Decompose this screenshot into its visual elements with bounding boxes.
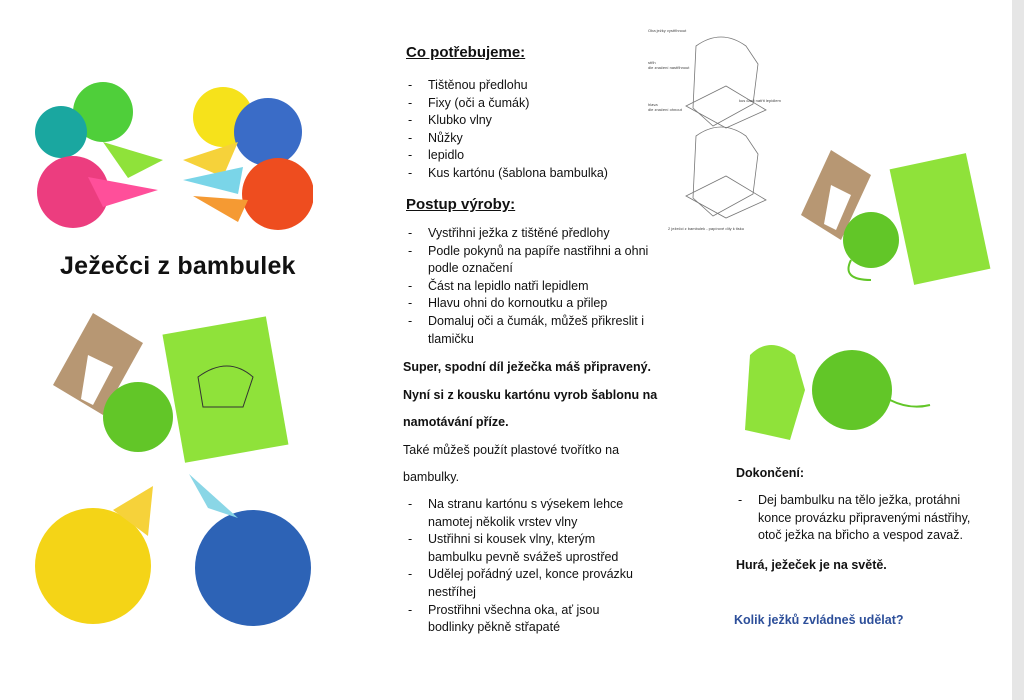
list-item: - Část na lepidlo natři lepidlem (406, 278, 651, 296)
materials-photo-right (796, 140, 992, 295)
template-note: hlava (648, 102, 658, 107)
question-text: Kolik ježků zvládneš udělat? (734, 613, 904, 627)
list-item: - Kus kartónu (šablona bambulka) (406, 165, 636, 183)
list-item: - Dej bambulku na tělo ježka, protáhni konce provázku připravenými nástřihy, otoč ježka na břicho a vespod zavaž. (736, 492, 981, 545)
list-item: - Tištěnou předlohu (406, 77, 636, 95)
list-item: - Na stranu kartónu s výsekem lehce namotej několik vrstev vlny (406, 496, 646, 531)
materials-heading: Co potřebujeme: (406, 44, 526, 61)
template-caption: 2 ježečci z bambulek - papírové díly k tisku (668, 226, 745, 231)
finish-list (736, 492, 981, 545)
final-paragraph: Hurá, ježeček je na světě. (736, 558, 887, 572)
materials-photo (33, 305, 313, 463)
vertical-scrollbar[interactable] (1012, 0, 1024, 700)
list-item: - lepidlo (406, 147, 636, 165)
list-item: - Klubko vlny (406, 112, 636, 130)
paragraph-tool-1: Také můžeš použít plastové tvořítko na (403, 443, 620, 457)
template-note: kus části natřít lepidlem (739, 98, 781, 103)
paragraph-tool-2: bambulky. (403, 470, 460, 484)
paragraph-template-2: namotávání příze. (403, 415, 509, 429)
paragraph-template-1: Nyní si z kousku kartónu vyrob šablonu na (403, 388, 658, 402)
template-note: dle značení nastřihnout (648, 65, 690, 70)
finish-heading: Dokončení: (736, 466, 805, 480)
list-item: - Nůžky (406, 130, 636, 148)
procedure-heading: Postup výroby: (406, 196, 516, 213)
list-item: - Ustřihni si kousek vlny, kterým bambulku pevně svážeš uprostřed (406, 531, 646, 566)
document-title: Ježečci z bambulek (60, 252, 296, 280)
hedgehogs-group-photo (33, 82, 313, 242)
list-item: - Hlavu ohni do kornoutku a přilep (406, 295, 651, 313)
paragraph-ready: Super, spodní díl ježečka máš připravený. (403, 360, 652, 374)
template-note: dle značení ohnout (648, 107, 682, 112)
template-note: střih (648, 60, 656, 65)
list-item: - Podle pokynů na papíře nastřihni a ohni podle označení (406, 243, 651, 278)
list-item: - Vystřihni ježka z tištěné předlohy (406, 225, 651, 243)
list-item: - Fixy (oči a čumák) (406, 95, 636, 113)
list-item: - Prostřihni všechna oka, ať jsou bodlinky pěkně střapaté (406, 602, 646, 637)
template-note: Oba ježky vystřihnout (648, 28, 687, 33)
finished-hedgehogs-photo (33, 468, 313, 630)
body-and-pompom-photo (730, 330, 935, 450)
list-item: - Udělej pořádný uzel, konce provázku nestříhej (406, 566, 646, 601)
materials-list (406, 77, 636, 183)
list-item: - Domaluj oči a čumák, můžeš přikreslit i tlamičku (406, 313, 651, 348)
procedure-list (406, 225, 651, 348)
pompom-steps-list (406, 496, 646, 637)
template-printout (646, 26, 791, 236)
